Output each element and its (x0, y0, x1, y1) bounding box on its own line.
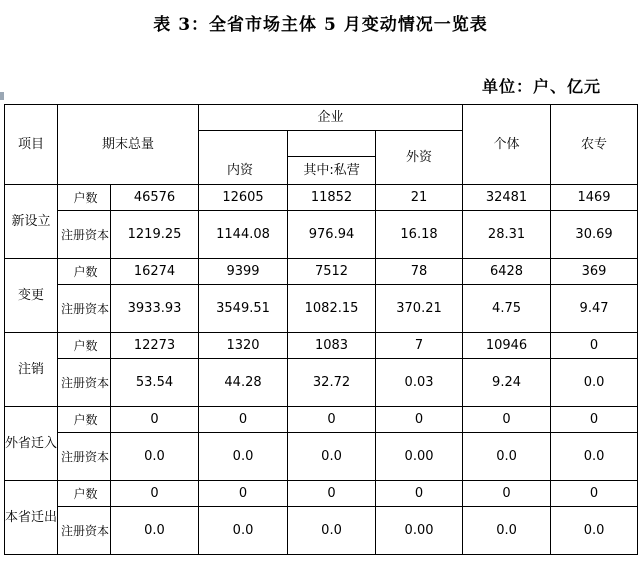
header-total: 期末总量 (58, 105, 199, 185)
table-row-households (5, 407, 638, 433)
sub-label-capital: 注册资本 (58, 433, 111, 481)
cell-value: 0 (111, 407, 199, 433)
cell-value: 0.0 (288, 507, 376, 555)
cell-value: 0 (551, 333, 638, 359)
table-row-capital (5, 507, 638, 555)
cell-value: 0.0 (463, 433, 551, 481)
row-label: 外省迁入 (5, 407, 58, 481)
cell-value: 1083 (288, 333, 376, 359)
sub-label-households: 户数 (58, 333, 111, 359)
cell-value: 1469 (551, 185, 638, 211)
cell-value: 9399 (199, 259, 288, 285)
cell-value: 9.47 (551, 285, 638, 333)
cell-value: 21 (376, 185, 463, 211)
header-foreign: 外资 (376, 131, 463, 185)
table-row-capital (5, 285, 638, 333)
cell-value: 0.03 (376, 359, 463, 407)
cell-value: 0 (111, 481, 199, 507)
sub-label-capital: 注册资本 (58, 507, 111, 555)
cell-value: 0 (551, 407, 638, 433)
cell-value: 10946 (463, 333, 551, 359)
cell-value: 1144.08 (199, 211, 288, 259)
margin-marker (0, 92, 4, 100)
statistics-table (4, 104, 638, 555)
sub-label-households: 户数 (58, 185, 111, 211)
cell-value: 4.75 (463, 285, 551, 333)
cell-value: 12605 (199, 185, 288, 211)
cell-value: 16.18 (376, 211, 463, 259)
cell-value: 0.0 (551, 359, 638, 407)
cell-value: 0.0 (111, 507, 199, 555)
cell-value: 0.0 (111, 433, 199, 481)
cell-value: 1219.25 (111, 211, 199, 259)
cell-value: 78 (376, 259, 463, 285)
cell-value: 0.0 (551, 433, 638, 481)
sub-label-capital: 注册资本 (58, 359, 111, 407)
cell-value: 0 (551, 481, 638, 507)
unit-label: 单位：户、亿元 (481, 77, 601, 96)
header-private: 其中:私营 (288, 157, 376, 185)
cell-value: 3933.93 (111, 285, 199, 333)
table-row-households (5, 481, 638, 507)
row-label: 变更 (5, 259, 58, 333)
row-label: 新设立 (5, 185, 58, 259)
header-item: 项目 (5, 105, 58, 185)
header-blank-cell (288, 131, 376, 157)
cell-value: 44.28 (199, 359, 288, 407)
sub-label-capital: 注册资本 (58, 285, 111, 333)
cell-value: 0.0 (199, 433, 288, 481)
cell-value: 0 (376, 407, 463, 433)
cell-value: 30.69 (551, 211, 638, 259)
cell-value: 7512 (288, 259, 376, 285)
sub-label-households: 户数 (58, 407, 111, 433)
cell-value: 11852 (288, 185, 376, 211)
cell-value: 32.72 (288, 359, 376, 407)
cell-value: 1320 (199, 333, 288, 359)
cell-value: 0 (463, 481, 551, 507)
cell-value: 0.0 (463, 507, 551, 555)
table-row-households (5, 185, 638, 211)
header-domestic: 内资 (199, 131, 288, 185)
cell-value: 28.31 (463, 211, 551, 259)
table-row-capital (5, 211, 638, 259)
cell-value: 0 (463, 407, 551, 433)
cell-value: 6428 (463, 259, 551, 285)
header-individual: 个体 (463, 105, 551, 185)
cell-value: 0.0 (551, 507, 638, 555)
cell-value: 0 (199, 407, 288, 433)
cell-value: 12273 (111, 333, 199, 359)
table-row-households (5, 333, 638, 359)
cell-value: 0 (288, 407, 376, 433)
sub-label-households: 户数 (58, 481, 111, 507)
cell-value: 369 (551, 259, 638, 285)
row-label: 本省迁出 (5, 481, 58, 555)
cell-value: 3549.51 (199, 285, 288, 333)
cell-value: 370.21 (376, 285, 463, 333)
cell-value: 32481 (463, 185, 551, 211)
header-farm: 农专 (551, 105, 638, 185)
table-row-capital (5, 359, 638, 407)
cell-value: 1082.15 (288, 285, 376, 333)
cell-value: 53.54 (111, 359, 199, 407)
table-title: 表 3：全省市场主体 5 月变动情况一览表 (153, 15, 488, 35)
cell-value: 0 (376, 481, 463, 507)
cell-value: 0 (288, 481, 376, 507)
cell-value: 976.94 (288, 211, 376, 259)
cell-value: 0.00 (376, 433, 463, 481)
table-row-capital (5, 433, 638, 481)
cell-value: 7 (376, 333, 463, 359)
cell-value: 46576 (111, 185, 199, 211)
sub-label-households: 户数 (58, 259, 111, 285)
cell-value: 0.0 (288, 433, 376, 481)
cell-value: 0 (199, 481, 288, 507)
cell-value: 0.0 (199, 507, 288, 555)
table-row-households (5, 259, 638, 285)
header-enterprise: 企业 (199, 105, 463, 131)
cell-value: 16274 (111, 259, 199, 285)
cell-value: 0.00 (376, 507, 463, 555)
cell-value: 9.24 (463, 359, 551, 407)
sub-label-capital: 注册资本 (58, 211, 111, 259)
row-label: 注销 (5, 333, 58, 407)
